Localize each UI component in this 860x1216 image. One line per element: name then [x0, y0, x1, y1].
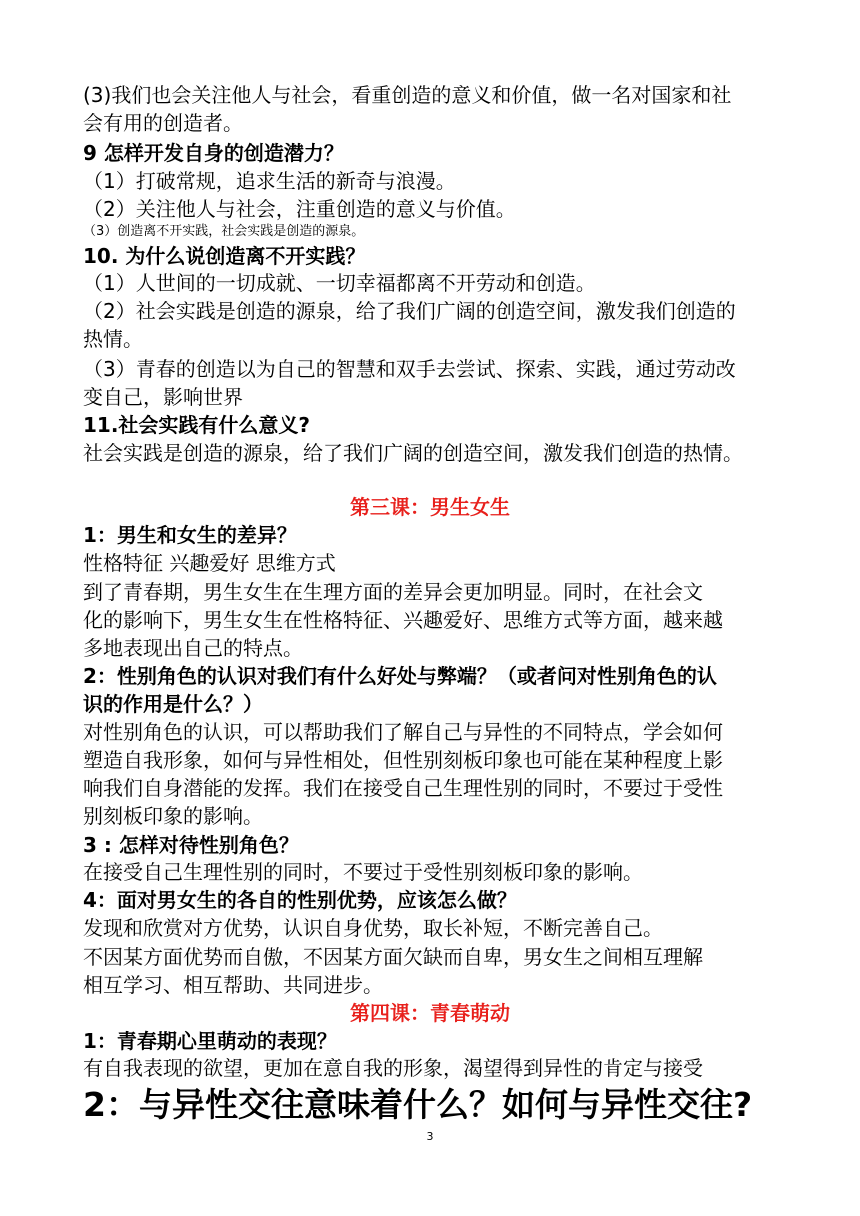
text-line: 响我们自身潜能的发挥。我们在接受自己生理性别的同时，不要过于受性	[83, 776, 723, 800]
text-line: 多地表现出自己的特点。	[83, 636, 303, 660]
text-line: 性格特征 兴趣爱好 思维方式	[83, 551, 336, 575]
question-heading: 2：性别角色的认识对我们有什么好处与弊端？（或者问对性别角色的认	[83, 664, 717, 688]
text-line: 别刻板印象的影响。	[83, 804, 263, 828]
question-heading: 3 : 怎样对待性别角色？	[83, 833, 299, 857]
text-line: 相互学习、相互帮助、共同进步。	[83, 973, 383, 997]
text-line: 在接受自己生理性别的同时，不要过于受性别刻板印象的影响。	[83, 860, 643, 884]
text-line: (3)我们也会关注他人与社会，看重创造的意义和价值，做一名对国家和社	[83, 83, 732, 107]
lesson-title: 第四课：青春萌动	[350, 1001, 510, 1025]
question-heading: 1：青春期心里萌动的表现？	[83, 1029, 337, 1053]
question-heading: 9 怎样开发自身的创造潜力？	[83, 141, 344, 165]
text-line: 对性别角色的认识，可以帮助我们了解自己与异性的不同特点，学会如何	[83, 720, 723, 744]
text-line: （3）青春的创造以为自己的智慧和双手去尝试、探索、实践，通过劳动改	[83, 357, 736, 381]
text-line: （1）打破常规，追求生活的新奇与浪漫。	[83, 169, 456, 193]
text-line: 热情。	[83, 327, 143, 351]
text-line: 化的影响下，男生女生在性格特征、兴趣爱好、思维方式等方面，越来越	[83, 608, 723, 632]
lesson-title: 第三课：男生女生	[350, 495, 510, 519]
large-question-heading: 2：与异性交往意味着什么？如何与异性交往?	[83, 1085, 753, 1124]
page-number: 3	[426, 1130, 434, 1143]
text-line: （1）人世间的一切成就、一切幸福都离不开劳动和创造。	[83, 271, 596, 295]
question-heading: 11.社会实践有什么意义?	[83, 413, 311, 437]
question-heading: 10. 为什么说创造离不开实践？	[83, 244, 366, 268]
text-line: 社会实践是创造的源泉，给了我们广阔的创造空间，激发我们创造的热情。	[83, 441, 743, 465]
text-line: 到了青春期，男生女生在生理方面的差异会更加明显。同时，在社会文	[83, 580, 703, 604]
text-line: 塑造自我形象，如何与异性相处，但性别刻板印象也可能在某种程度上影	[83, 748, 723, 772]
question-heading: 识的作用是什么？）	[83, 692, 263, 716]
text-line: 有自我表现的欲望，更加在意自我的形象，渴望得到异性的肯定与接受	[83, 1056, 703, 1080]
text-line: 变自己，影响世界	[83, 385, 243, 409]
text-line: 会有用的创造者。	[83, 111, 243, 135]
small-text-line: （3）创造离不开实践，社会实践是创造的源泉。	[83, 224, 365, 239]
text-line: （2）关注他人与社会，注重创造的意义与价值。	[83, 197, 516, 221]
text-line: （2）社会实践是创造的源泉，给了我们广阔的创造空间，激发我们创造的	[83, 299, 736, 323]
text-line: 不因某方面优势而自傲，不因某方面欠缺而自卑，男女生之间相互理解	[83, 945, 703, 969]
question-heading: 4：面对男女生的各自的性别优势，应该怎么做？	[83, 888, 517, 912]
text-line: 发现和欣赏对方优势，认识自身优势，取长补短，不断完善自己。	[83, 916, 663, 940]
question-heading: 1：男生和女生的差异？	[83, 523, 297, 547]
